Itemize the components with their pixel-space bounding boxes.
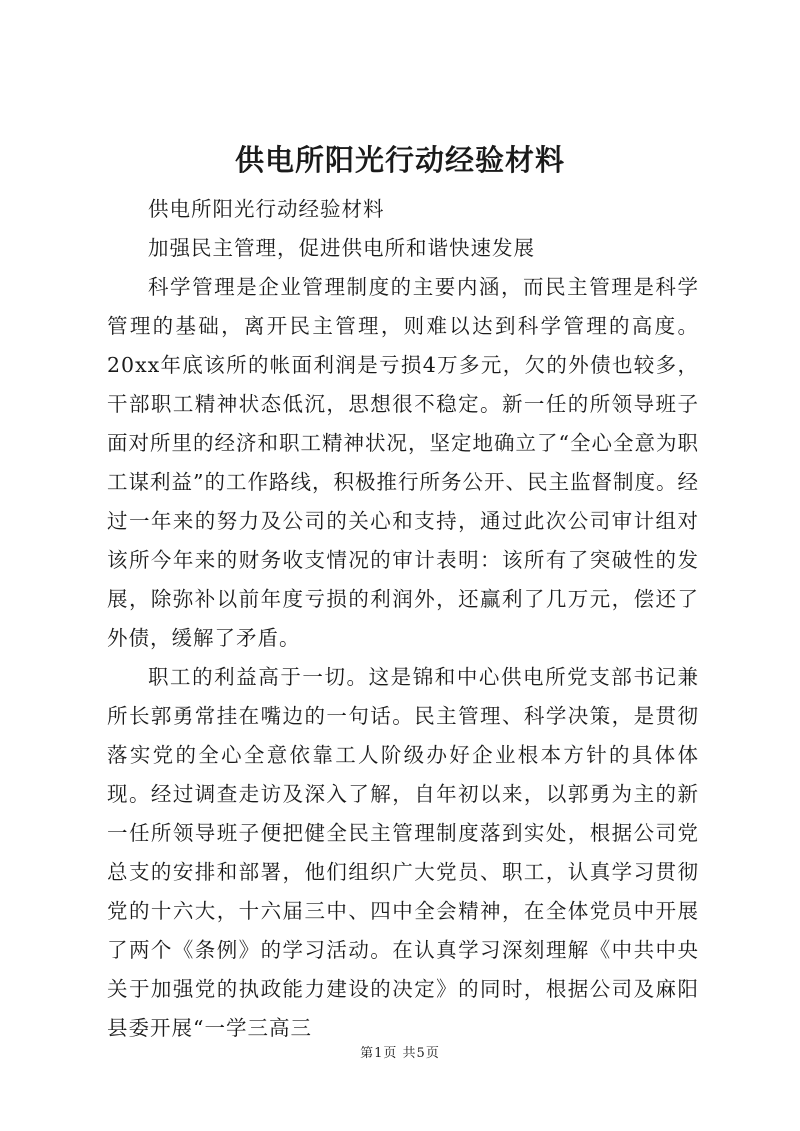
page-footer: 第1页 共5页 (360, 1046, 440, 1061)
body-paragraph: 职工的利益高于一切。这是锦和中心供电所党支部书记兼所长郭勇常挂在嘴边的一句话。民主管理、科学决策，是贯彻落实党的全心全意依靠工人阶级办好企业根本方针的具体体现。经过调查走访及深入了解，自年初以来，以郭勇为主的新一任所领导班子便把健全民主管理制度落到实处，根据公司党总支的安排和部署，他们组织广大党员、职工，认真学习贯彻党的十六大，十六届三中、四中全会精神，在全体党员中开展了两个《条例》的学习活动。在认真学习深刻理解《中共中央关于加强党的执政能力建设的决定》的同时，根据公司及麻阳县委开展“一学三高三 (107, 665, 699, 1040)
document-title: 供电所阳光行动经验材料 (234, 143, 565, 177)
body-paragraph: 科学管理是企业管理制度的主要内涵，而民主管理是科学管理的基础，离开民主管理，则难以达到科学管理的高度。20xx年底该所的帐面利润是亏损4万多元，欠的外债也较多，干部职工精神状态低沉，思想很不稳定。新一任的所领导班子面对所里的经济和职工精神状况，坚定地确立了“全心全意为职工谋利益”的工作路线，积极推行所务公开、民主监督制度。经过一年来的努力及公司的关心和支持，通过此次公司审计组对该所今年来的财务收支情况的审计表明：该所有了突破性的发展，除弥补以前年度亏损的利润外，还赢利了几万元，偿还了外债，缓解了矛盾。 (107, 275, 699, 650)
subtitle-paragraph: 供电所阳光行动经验材料 (148, 197, 385, 221)
document-body (107, 190, 699, 1048)
heading-paragraph: 加强民主管理，促进供电所和谐快速发展 (148, 236, 535, 260)
